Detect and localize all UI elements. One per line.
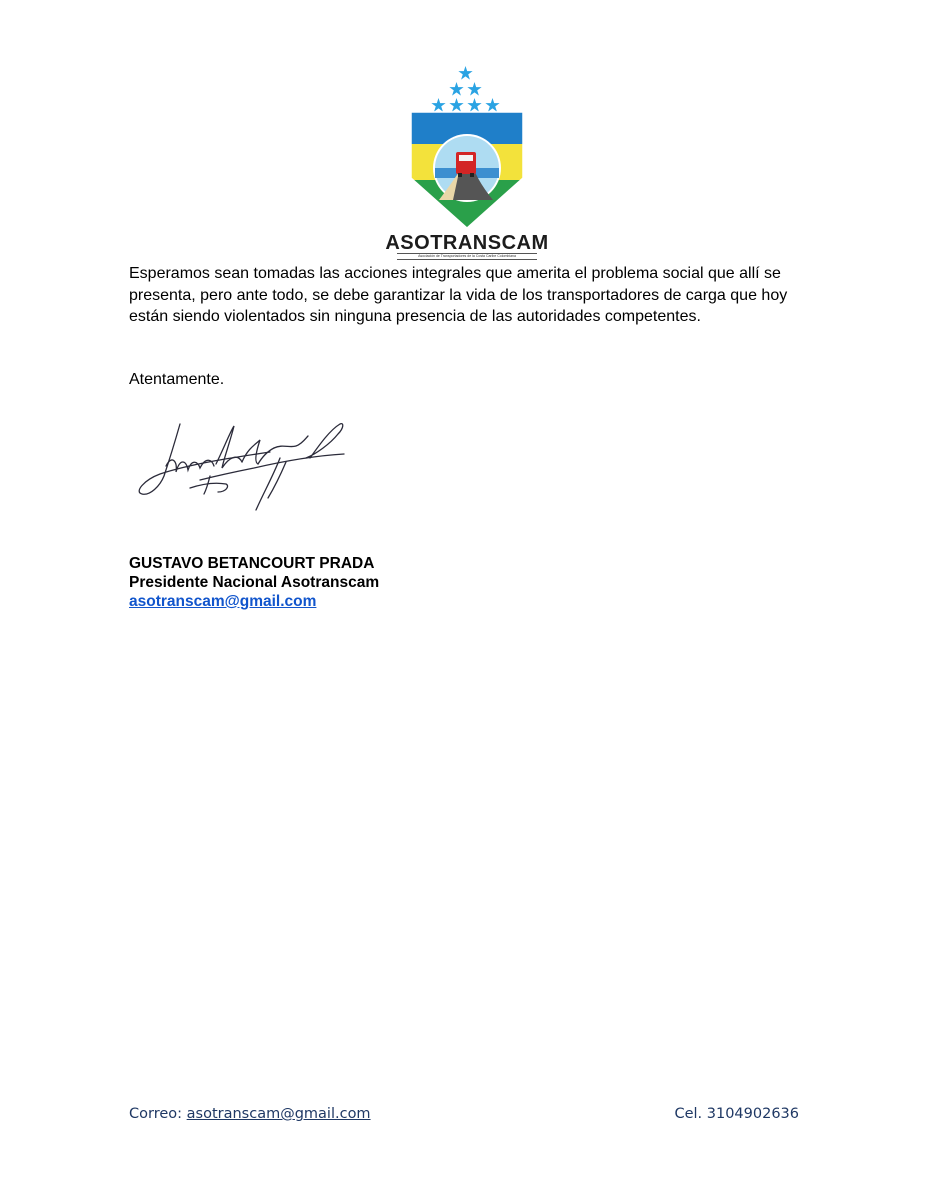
- footer-email: [129, 1106, 371, 1122]
- signer-email-link[interactable]: asotranscam@gmail.com: [129, 593, 317, 610]
- page-footer: [129, 1106, 799, 1122]
- logo-subtitle: Asociación de Transportadores de la Costa Caribe Colombiana: [397, 253, 537, 260]
- footer-email-label: Correo:: [129, 1106, 187, 1122]
- stars-icon: [431, 66, 499, 112]
- letter-body: Esperamos sean tomadas las acciones integrales que amerita el problema social que allí se presenta, pero ante todo, se debe garantizar la vida de los transportadores de carga que hoy están siendo violentados sin ninguna presencia de las autoridades competentes.: [129, 265, 788, 325]
- signer-name: GUSTAVO BETANCOURT PRADA: [129, 555, 375, 572]
- footer-email-link[interactable]: asotranscam@gmail.com: [186, 1106, 371, 1122]
- logo-emblem-icon: [383, 60, 551, 230]
- handwritten-signature: [130, 418, 370, 518]
- letter-closing: Atentamente.: [129, 371, 225, 388]
- signer-role: Presidente Nacional Asotranscam: [129, 574, 380, 591]
- signer-block: [129, 554, 379, 611]
- asotranscam-logo: [383, 60, 551, 260]
- logo-name: ASOTRANSCAM: [385, 232, 549, 254]
- footer-phone: Cel. 3104902636: [674, 1106, 799, 1122]
